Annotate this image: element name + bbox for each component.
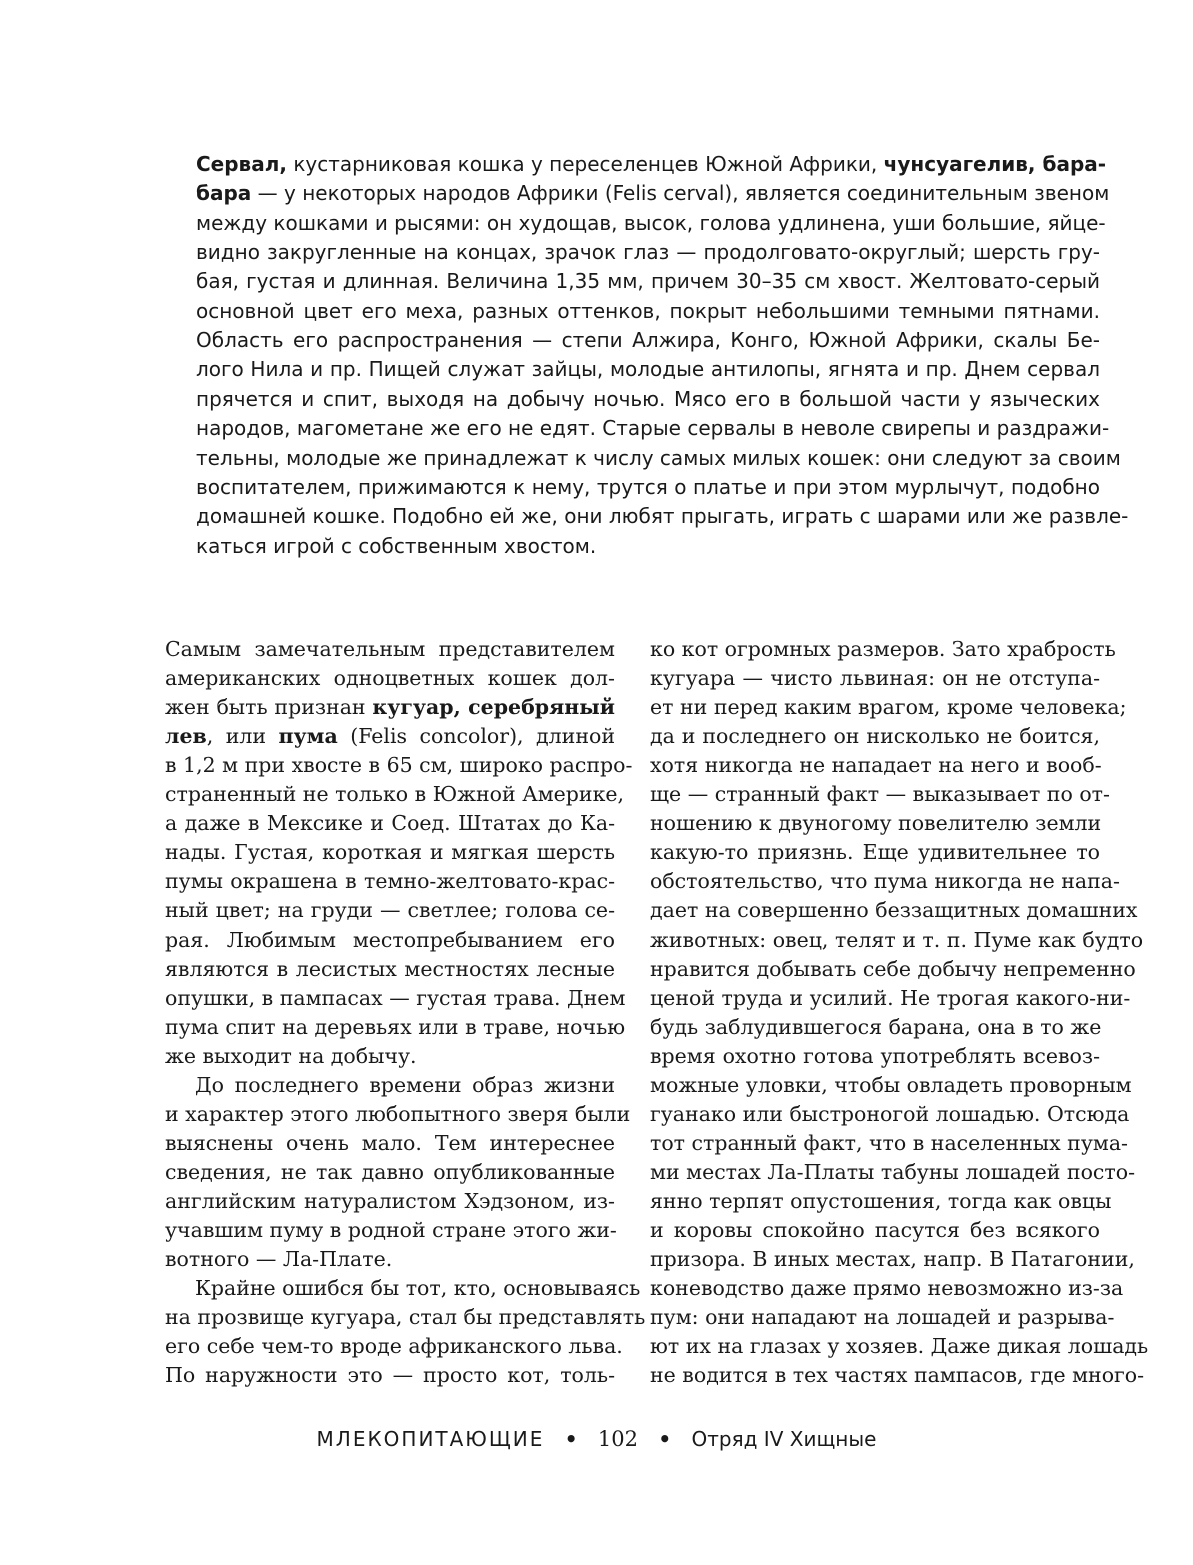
text-line: опушки, в пампасах — густая трава. Днем (165, 985, 626, 1010)
footer-section-title: МЛЕКОПИТАЮЩИЕ (316, 1427, 545, 1451)
text-line: обстоятельство, что пума никогда не напа- (650, 869, 1120, 894)
text-line: каться игрой с собственным хвостом. (196, 533, 597, 558)
footer-separator: • (658, 1427, 672, 1451)
text-line: ют их на глазах у хозяев. Даже дикая лошадь (650, 1334, 1149, 1359)
text-line: янно терпят опустошения, тогда как овцы (650, 1188, 1112, 1213)
text-line: сведения, не так давно опубликованные (165, 1159, 615, 1184)
text-line: тот странный факт, что в населенных пума- (650, 1130, 1128, 1155)
text-line: пум: они нападают на лошадей и разрыва- (650, 1305, 1115, 1330)
text-line: дает на совершенно беззащитных домашних (650, 898, 1138, 923)
text-line: бара — у некоторых народов Африки (Felis cerval), является соединительным звеном (196, 181, 1110, 206)
text-line: пума спит на деревьях или в траве, ночью (165, 1014, 626, 1039)
text-line: да и последнего он нисколько не боится, (650, 724, 1100, 749)
text-line: До последнего времени образ жизни (195, 1072, 615, 1097)
text-line: ношению к двуногому повелителю земли (650, 811, 1102, 836)
text-line: являются в лесистых местностях лесные (165, 956, 615, 981)
text-line: основной цвет его меха, разных оттенков, покрыт небольшими темными пятнами. (196, 298, 1100, 323)
text-line: тельны, молодые же принадлежат к числу самых милых кошек: они следуют за своим (196, 445, 1121, 470)
text-line: выяснены очень мало. Тем интереснее (165, 1130, 615, 1155)
text-line: на прозвище кугуара, стал бы представлять (165, 1305, 646, 1330)
text-line: ный цвет; на груди — светлее; голова се- (165, 898, 615, 923)
page-number: 102 (597, 1427, 638, 1451)
text-line: кугуара — чисто львиная: он не отступа- (650, 666, 1100, 691)
text-line: гуанако или быстроногой лошадью. Отсюда (650, 1101, 1130, 1126)
text-line: ми местах Ла-Платы табуны лошадей посто- (650, 1159, 1136, 1184)
text-line: ще — странный факт — выказывает по от- (650, 782, 1110, 807)
text-line: лев, или пума (Felis concolor), длиной (165, 724, 616, 749)
text-line: прячется и спит, выходя на добычу ночью. Мясо его в большой части у языческих (196, 386, 1100, 411)
footer-chapter-title: Отряд IV Хищные (691, 1427, 877, 1451)
text-line: Самым замечательным представителем (165, 637, 615, 661)
text-line: не водится в тех частях пампасов, где много- (650, 1363, 1145, 1388)
text-line: и характер этого любопытного зверя были (165, 1101, 631, 1126)
text-line: пумы окрашена в темно-желтовато-крас- (165, 869, 615, 894)
text-line: животных: овец, телят и т. п. Пуме как будто (650, 927, 1144, 952)
text-line: рая. Любимым местопребыванием его (165, 927, 615, 952)
text-line: ко кот огромных размеров. Зато храбрость (650, 637, 1116, 661)
text-line: Сервал, кустарниковая кошка у переселенцев Южной Африки, чунсуагелив, бара- (196, 152, 1107, 176)
text-line: нады. Густая, короткая и мягкая шерсть (165, 840, 615, 865)
text-line: Крайне ошибся бы тот, кто, основываясь (195, 1276, 641, 1301)
text-line: время охотно готова употреблять всевоз- (650, 1043, 1100, 1068)
text-line: ет ни перед каким врагом, кроме человека; (650, 695, 1127, 720)
text-line: нравится добывать себе добычу непременно (650, 956, 1136, 981)
footer-separator: • (564, 1427, 578, 1451)
text-line: его себе чем-то вроде африканского льва. (165, 1334, 623, 1359)
text-line: вотного — Ла-Плате. (165, 1247, 393, 1272)
text-line: бая, густая и длинная. Величина 1,35 мм, причем 30–35 см хвост. Желтовато-серый (196, 269, 1100, 294)
text-line: страненный не только в Южной Америке, (165, 782, 625, 807)
text-line: По наружности это — просто кот, толь- (165, 1363, 615, 1388)
text-line: коневодство даже прямо невозможно из-за (650, 1276, 1124, 1301)
text-line: воспитателем, прижимаются к нему, трутся о платье и при этом мурлычут, подобно (196, 474, 1100, 499)
text-line: учавшим пуму в родной стране этого жи- (165, 1218, 617, 1242)
text-line: же выходит на добычу. (165, 1043, 417, 1068)
text-line: а даже в Мексике и Соед. Штатах до Ка- (165, 811, 615, 836)
text-line: Область его распространения — степи Алжира, Конго, Южной Африки, скалы Бе- (196, 328, 1100, 353)
text-line: английским натуралистом Хэдзоном, из- (165, 1188, 615, 1213)
text-line: и коровы спокойно пасутся без всякого (650, 1218, 1100, 1242)
text-line: будь заблудившегося барана, она в то же (650, 1014, 1102, 1039)
text-line: ценой труда и усилий. Не трогая какого-ни- (650, 985, 1131, 1010)
text-line: какую-то приязнь. Еще удивительнее то (650, 840, 1100, 865)
text-line: народов, магометане же его не едят. Старые сервалы в неволе свирепы и раздражи- (196, 416, 1110, 441)
text-line: жен быть признан кугуар, серебряный (165, 695, 615, 720)
running-footer (0, 1427, 1193, 1451)
text-line: видно закругленные на концах, зрачок глаз — продолговато-округлый; шерсть гру- (196, 240, 1100, 265)
text-line: домашней кошке. Подобно ей же, они любят прыгать, играть с шарами или же развле- (196, 504, 1129, 529)
text-line: в 1,2 м при хвосте в 65 см, широко распро- (165, 753, 633, 778)
text-line: хотя никогда не нападает на него и вооб- (650, 753, 1102, 778)
text-line: между кошками и рысями: он худощав, высок, голова удлинена, уши большие, яйце- (196, 210, 1106, 235)
text-line: лого Нила и пр. Пищей служат зайцы, молодые антилопы, ягнята и пр. Днем сервал (196, 357, 1100, 382)
text-line: призора. В иных местах, напр. В Патагонии, (650, 1247, 1135, 1272)
text-line: можные уловки, чтобы овладеть проворным (650, 1072, 1132, 1097)
text-line: американских одноцветных кошек дол- (165, 666, 615, 691)
